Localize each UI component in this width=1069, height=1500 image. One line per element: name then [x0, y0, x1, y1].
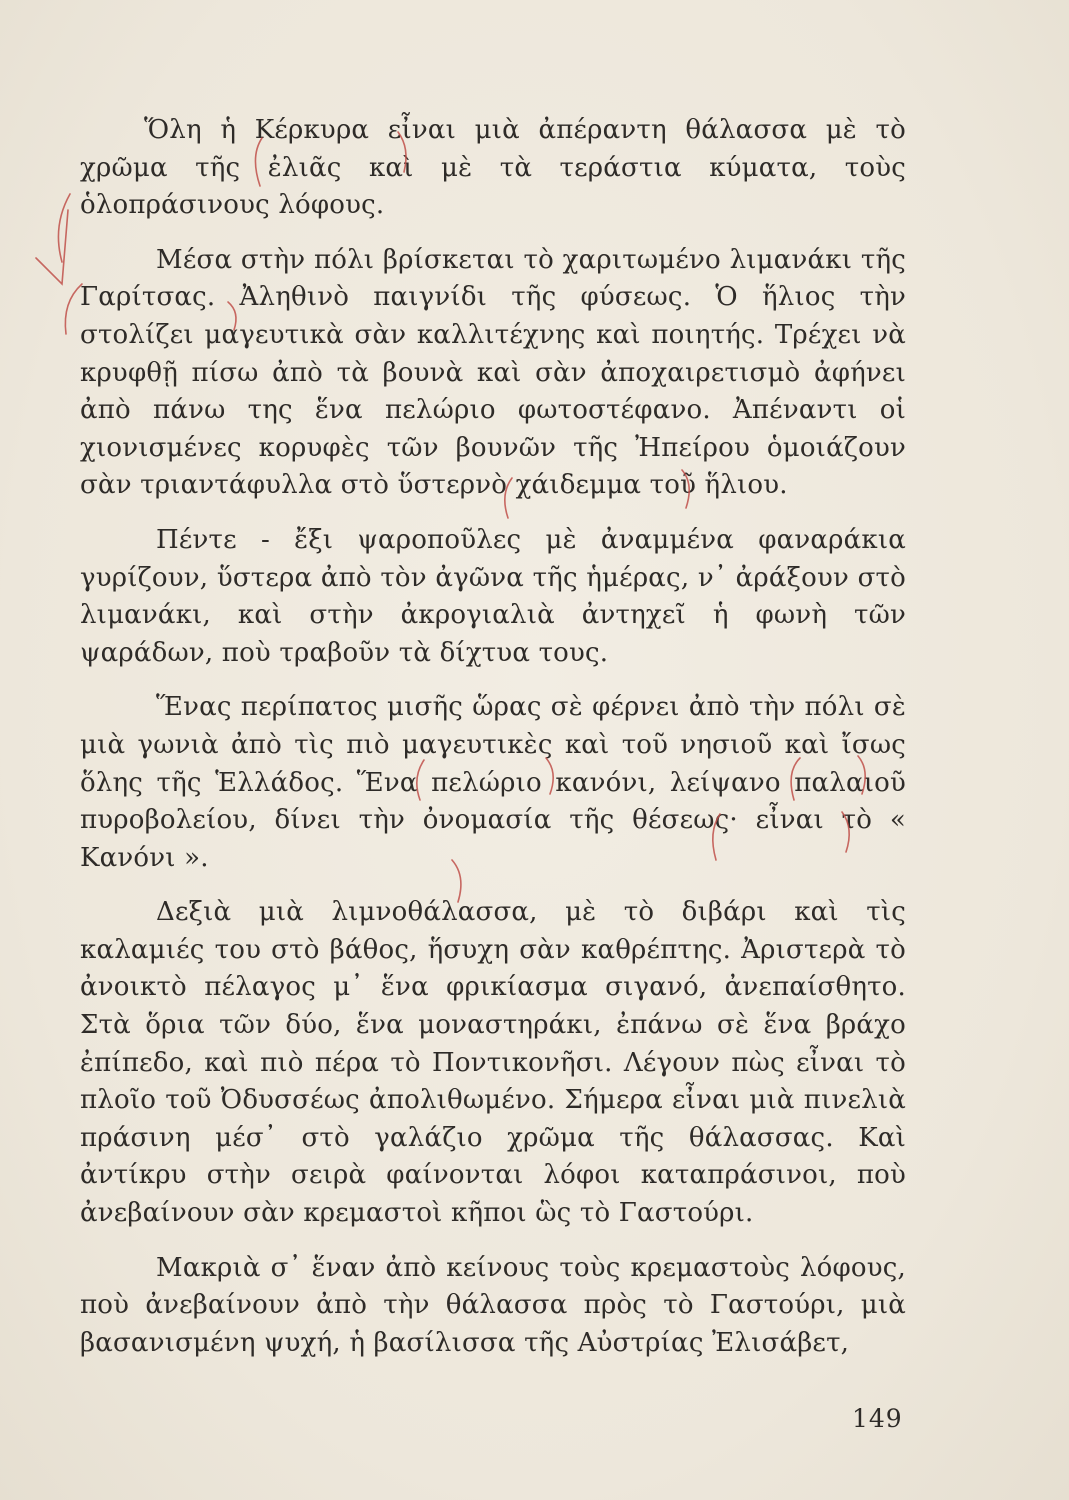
paragraph-6: Μακριὰ σ᾿ ἕναν ἀπὸ κείνους τοὺς κρεμαστοὺς λόφους, ποὺ ἀνεβαίνουν ἀπὸ τὴν θάλασσα πρὸς τὸ Γαστούρι, μιὰ βασανισμένη ψυχή, ἡ βασίλισσα τῆς Αὐστρίας Ἐλισάβετ, [80, 1252, 906, 1358]
paragraph-4: Ἕνας περίπατος μισῆς ὥρας σὲ φέρνει ἀπὸ τὴν πόλι σὲ μιὰ γωνιὰ ἀπὸ τὶς πιὸ μαγευτικὲς καὶ τοῦ νησιοῦ καὶ ἴσως ὅλης τῆς Ἑλλάδος. Ἕνα πελώριο κανόνι, λείψανο παλαιοῦ πυροβολείου, δίνει τὴν ὀνομασία τῆς θέσεως· εἶναι τὸ « Κανόνι ». [80, 692, 906, 873]
margin-check-mark [36, 210, 68, 284]
paragraph-2: Μέσα στὴν πόλι βρίσκεται τὸ χαριτωμένο λιμανάκι τῆς Γαρίτσας. Ἀληθινὸ παιγνίδι τῆς φύσεως. Ὁ ἥλιος τὴν στολίζει μαγευτικὰ σὰν καλλιτέχνης καὶ ποιητής. Τρέχει νὰ κρυφθῇ πίσω ἀπὸ τὰ βουνὰ καὶ σὰν ἀποχαιρετισμὸ ἀφήνει ἀπὸ πάνω της ἕνα πελώριο φωτοστέφανο. Ἀπέναντι οἱ χιονισμένες κορυφὲς τῶν βουνῶν τῆς Ἠπείρου ὁμοιάζουν σὰν τριαντάφυλλα στὸ ὕστερνὸ χάιδεμμα τοῦ ἥλιου. [80, 244, 906, 501]
paragraph-3: Πέντε - ἔξι ψαροποῦλες μὲ ἀναμμένα φαναράκια γυρίζουν, ὕστερα ἀπὸ τὸν ἀγῶνα τῆς ἡμέρας, ν᾿ ἀράξουν στὸ λιμανάκι, καὶ στὴν ἀκρογιαλιὰ ἀντηχεῖ ἡ φωνὴ τῶν ψαράδων, ποὺ τραβοῦν τὰ δίχτυα τους. [80, 524, 906, 668]
body-text [80, 112, 906, 1362]
page-number: 149 [852, 1404, 903, 1433]
paragraph-5: Δεξιὰ μιὰ λιμνοθάλασσα, μὲ τὸ διβάρι καὶ τὶς καλαμιές του στὸ βάθος, ἥσυχη σὰν καθρέπτης. Ἀριστερὰ τὸ ἀνοικτὸ πέλαγος μ᾿ ἕνα φρικίασμα σιγανό, ἀνεπαίσθητο. Στὰ ὅρια τῶν δύο, ἕνα μοναστηράκι, ἐπάνω σὲ ἕνα βράχο ἐπίπεδο, καὶ πιὸ πέρα τὸ Ποντικονῆσι. Λέγουν πὼς εἶναι τὸ πλοῖο τοῦ Ὀδυσσέως ἀπολιθωμένο. Σήμερα εἶναι μιὰ πινελιὰ πράσινη μέσ᾿ στὸ γαλάζιο χρῶμα τῆς θάλασσας. Καὶ ἀντίκρυ στὴν σειρὰ φαίνονται λόφοι καταπράσινοι, ποὺ ἀνεβαίνουν σὰν κρεμαστοὶ κῆποι ὣς τὸ Γαστούρι. [80, 897, 906, 1229]
margin-bracket-1 [58, 194, 70, 262]
paragraph-1: Ὅλη ἡ Κέρκυρα εἶναι μιὰ ἀπέραντη θάλασσα μὲ τὸ χρῶμα τῆς ἐλιᾶς καὶ μὲ τὰ τεράστια κύματα, τοὺς ὁλοπράσινους λόφους. [80, 115, 906, 221]
